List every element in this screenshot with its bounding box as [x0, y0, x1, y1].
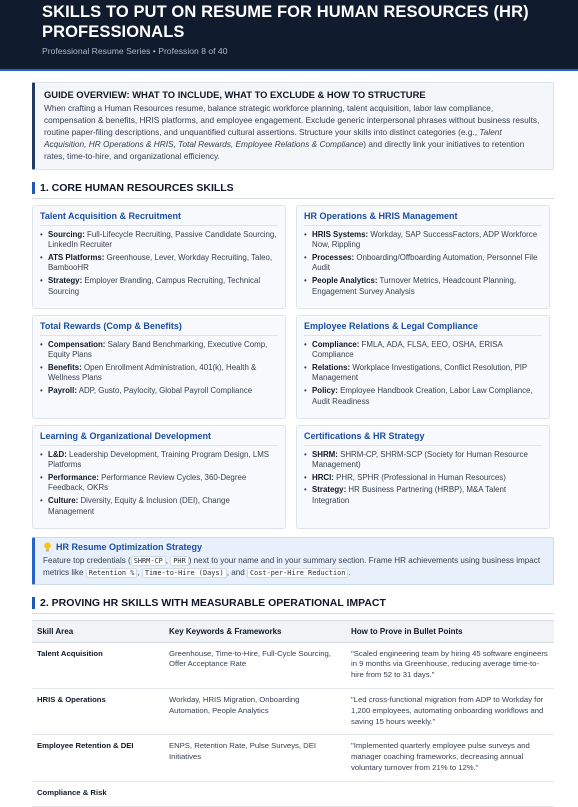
- card-title: Total Rewards (Comp & Benefits): [40, 321, 278, 336]
- code-tag-cost-per-hire: Cost-per-Hire Reduction: [247, 568, 348, 578]
- guide-title: GUIDE OVERVIEW: WHAT TO INCLUDE, WHAT TO EXCLUDE & HOW TO STRUCTURE: [44, 89, 426, 100]
- guide-text-examples: Talent Acquisition, HR Operations & HRIS, Total Rewards, Employee Relations & Compliance: [44, 126, 502, 149]
- lightbulb-icon: [43, 542, 52, 552]
- tip-text-part: ,: [165, 555, 171, 565]
- list-item: [304, 276, 542, 297]
- item-text: FMLA, ADA, FLSA, EEO, OSHA, ERISA Compliance: [312, 339, 503, 360]
- column-header: How to Prove in Bullet Points: [346, 620, 554, 642]
- table-cell-skill: HRIS & Operations: [32, 688, 164, 734]
- tip-heading: [43, 542, 545, 552]
- item-text: Turnover Metrics, Headcount Planning, Engagement Survey Analysis: [312, 275, 517, 296]
- item-label: Processes:: [312, 252, 355, 262]
- page-header: [0, 0, 578, 71]
- item-label: People Analytics:: [312, 275, 378, 285]
- item-text: Onboarding/Offboarding Automation, Personnel File Audit: [312, 252, 538, 273]
- tip-text-part: ) next to your name and in your summary section. Frame HR achievements using business impact metrics like: [43, 555, 541, 577]
- list-item: [304, 340, 542, 361]
- list-item: [40, 230, 278, 251]
- table-cell-skill: Compliance & Risk: [32, 781, 164, 806]
- skill-card-total-rewards: [32, 315, 286, 419]
- list-item: [40, 450, 278, 471]
- list-item: [304, 386, 542, 407]
- optimization-tip-box: [32, 537, 554, 585]
- list-item: [304, 363, 542, 384]
- item-text: SHRM-CP, SHRM-SCP (Society for Human Resource Management): [312, 449, 528, 470]
- item-label: L&D:: [48, 449, 67, 459]
- skill-card-hr-operations: [296, 205, 550, 309]
- list-item: [304, 485, 542, 506]
- card-title: HR Operations & HRIS Management: [304, 211, 542, 226]
- section-2-title: 2. PROVING HR SKILLS WITH MEASURABLE OPERATIONAL IMPACT: [40, 596, 386, 609]
- item-text: Performance Review Cycles, 360-Degree Feedback, OKRs: [48, 472, 247, 493]
- card-list: [304, 340, 542, 408]
- section-1-accent-bar: [32, 182, 35, 194]
- tip-text-part: , and: [226, 567, 247, 577]
- list-item: [40, 496, 278, 517]
- item-text: Leadership Development, Training Program Design, LMS Platforms: [48, 449, 270, 470]
- item-label: SHRM:: [312, 449, 338, 459]
- table-cell-keywords: Greenhouse, Time-to-Hire, Full-Cycle Sourcing, Offer Acceptance Rate: [164, 642, 346, 688]
- table-cell-proof: "Led cross-functional migration from ADP to Workday for 1,200 employees, automating onboarding workflows and saving 15 hours weekly.": [346, 688, 554, 734]
- table-cell-proof: [346, 781, 554, 806]
- skill-card-employee-relations: [296, 315, 550, 419]
- item-text: Workday, SAP SuccessFactors, ADP Workforce Now, Rippling: [312, 229, 538, 250]
- item-text: Greenhouse, Lever, Workday Recruiting, Taleo, BambooHR: [48, 252, 273, 273]
- code-tag-retention: Retention %: [86, 568, 138, 578]
- table-cell-proof: "Implemented quarterly employee pulse surveys and manager coaching frameworks, decreasing annual voluntary turnover from 21% to 12%.": [346, 735, 554, 781]
- section-1-divider: [32, 198, 554, 199]
- page-title: [42, 2, 536, 42]
- item-label: Payroll:: [48, 385, 77, 395]
- guide-overview-box: [32, 82, 554, 170]
- table-cell-proof: "Scaled engineering team by hiring 45 software engineers in 9 months via Greenhouse, reducing average time-to-hire from 52 to 31 days.": [346, 642, 554, 688]
- guide-text-end: ) and directly link your initiatives to retention rates, time-to-hire, and organizational efficiency.: [44, 138, 525, 161]
- column-header: Skill Area: [32, 620, 164, 642]
- table-cell-keywords: [164, 781, 346, 806]
- item-label: Strategy:: [312, 485, 347, 495]
- item-label: Strategy:: [48, 275, 83, 285]
- item-label: Culture:: [48, 495, 79, 505]
- skills-card-grid: [32, 205, 554, 529]
- table-cell-skill: Talent Acquisition: [32, 642, 164, 688]
- table-cell-skill: Employee Retention & DEI: [32, 735, 164, 781]
- item-text: Full-Lifecycle Recruiting, Passive Candidate Sourcing, LinkedIn Recruiter: [48, 229, 277, 250]
- list-item: [40, 276, 278, 297]
- section-1-heading: [32, 182, 554, 194]
- guide-text-main: When crafting a Human Resources resume, balance strategic workforce planning, talent acquisition, labor law compliance, compensation & benefits, HRIS platforms, and employee engagement. Exclude generic interpersonal phrases without business results, routine paper-filing descriptions, and unquantified cultural assertions. Structure your skills into distinct categories (e.g.,: [44, 103, 540, 137]
- tip-text-part: ,: [137, 567, 142, 577]
- code-tag-phr: PHR: [170, 556, 188, 566]
- card-list: [40, 340, 278, 397]
- card-title: Certifications & HR Strategy: [304, 431, 542, 446]
- page-title-line2: PROFESSIONALS: [42, 23, 185, 41]
- table-row: [32, 781, 554, 806]
- list-item: [40, 340, 278, 361]
- list-item: [40, 386, 278, 397]
- list-item: [40, 363, 278, 384]
- item-label: HRCI:: [312, 472, 334, 482]
- item-text: Diversity, Equity & Inclusion (DEI), Change Management: [48, 495, 230, 516]
- item-text: Open Enrollment Administration, 401(k), Health & Wellness Plans: [48, 362, 257, 383]
- list-item: [304, 230, 542, 251]
- card-list: [304, 230, 542, 298]
- impact-table: [32, 620, 554, 807]
- card-title: Talent Acquisition & Recruitment: [40, 211, 278, 226]
- section-2-heading: [32, 597, 554, 609]
- table-header-row: [32, 620, 554, 642]
- item-label: Compensation:: [48, 339, 106, 349]
- item-label: Policy:: [312, 385, 338, 395]
- section-1-title: 1. CORE HUMAN RESOURCES SKILLS: [40, 181, 234, 194]
- list-item: [304, 473, 542, 484]
- tip-text-part: Feature top credentials (: [43, 555, 131, 565]
- table-cell-keywords: Workday, HRIS Migration, Onboarding Automation, People Analytics: [164, 688, 346, 734]
- item-text: Salary Band Benchmarking, Executive Comp, Equity Plans: [48, 339, 268, 360]
- item-label: Benefits:: [48, 362, 82, 372]
- card-title: Learning & Organizational Development: [40, 431, 278, 446]
- list-item: [304, 253, 542, 274]
- card-list: [304, 450, 542, 507]
- list-item: [40, 473, 278, 494]
- table-row: [32, 735, 554, 781]
- list-item: [304, 450, 542, 471]
- item-label: Compliance:: [312, 339, 360, 349]
- code-tag-shrm-cp: SHRM-CP: [131, 556, 166, 566]
- item-label: Sourcing:: [48, 229, 85, 239]
- table-row: [32, 642, 554, 688]
- skill-card-learning-development: [32, 425, 286, 529]
- column-header: Key Keywords & Frameworks: [164, 620, 346, 642]
- main-content: [0, 82, 578, 807]
- skill-card-certifications: [296, 425, 550, 529]
- item-text: PHR, SPHR (Professional in Human Resources): [333, 472, 506, 482]
- item-text: Workplace Investigations, Conflict Resolution, PIP Management: [312, 362, 528, 383]
- tip-text-part: .: [348, 567, 351, 577]
- section-2-divider: [32, 613, 554, 614]
- page-subtitle: Professional Resume Series • Profession 8 of 40: [42, 46, 228, 56]
- card-title: Employee Relations & Legal Compliance: [304, 321, 542, 336]
- item-text: ADP, Gusto, Paylocity, Global Payroll Compliance: [76, 385, 253, 395]
- card-list: [40, 230, 278, 298]
- card-list: [40, 450, 278, 518]
- item-label: ATS Platforms:: [48, 252, 105, 262]
- item-text: Employee Handbook Creation, Labor Law Compliance, Audit Readiness: [312, 385, 533, 406]
- item-label: HRIS Systems:: [312, 229, 369, 239]
- list-item: [40, 253, 278, 274]
- page-title-line1: SKILLS TO PUT ON RESUME FOR HUMAN RESOURCES (HR): [42, 3, 529, 21]
- item-text: Employer Branding, Campus Recruiting, Technical Sourcing: [48, 275, 261, 296]
- guide-text: [44, 103, 544, 163]
- code-tag-time-to-hire: Time-to-Hire (Days): [142, 568, 227, 578]
- item-text: HR Business Partnering (HRBP), M&A Talent Integration: [312, 485, 507, 505]
- skill-card-talent-acquisition: [32, 205, 286, 309]
- tip-title: HR Resume Optimization Strategy: [56, 541, 203, 552]
- item-label: Performance:: [48, 472, 99, 482]
- item-label: Relations:: [312, 362, 351, 372]
- section-2-accent-bar: [32, 597, 35, 609]
- tip-text: [43, 555, 545, 579]
- table-row: [32, 688, 554, 734]
- table-cell-keywords: ENPS, Retention Rate, Pulse Surveys, DEI Initiatives: [164, 735, 346, 781]
